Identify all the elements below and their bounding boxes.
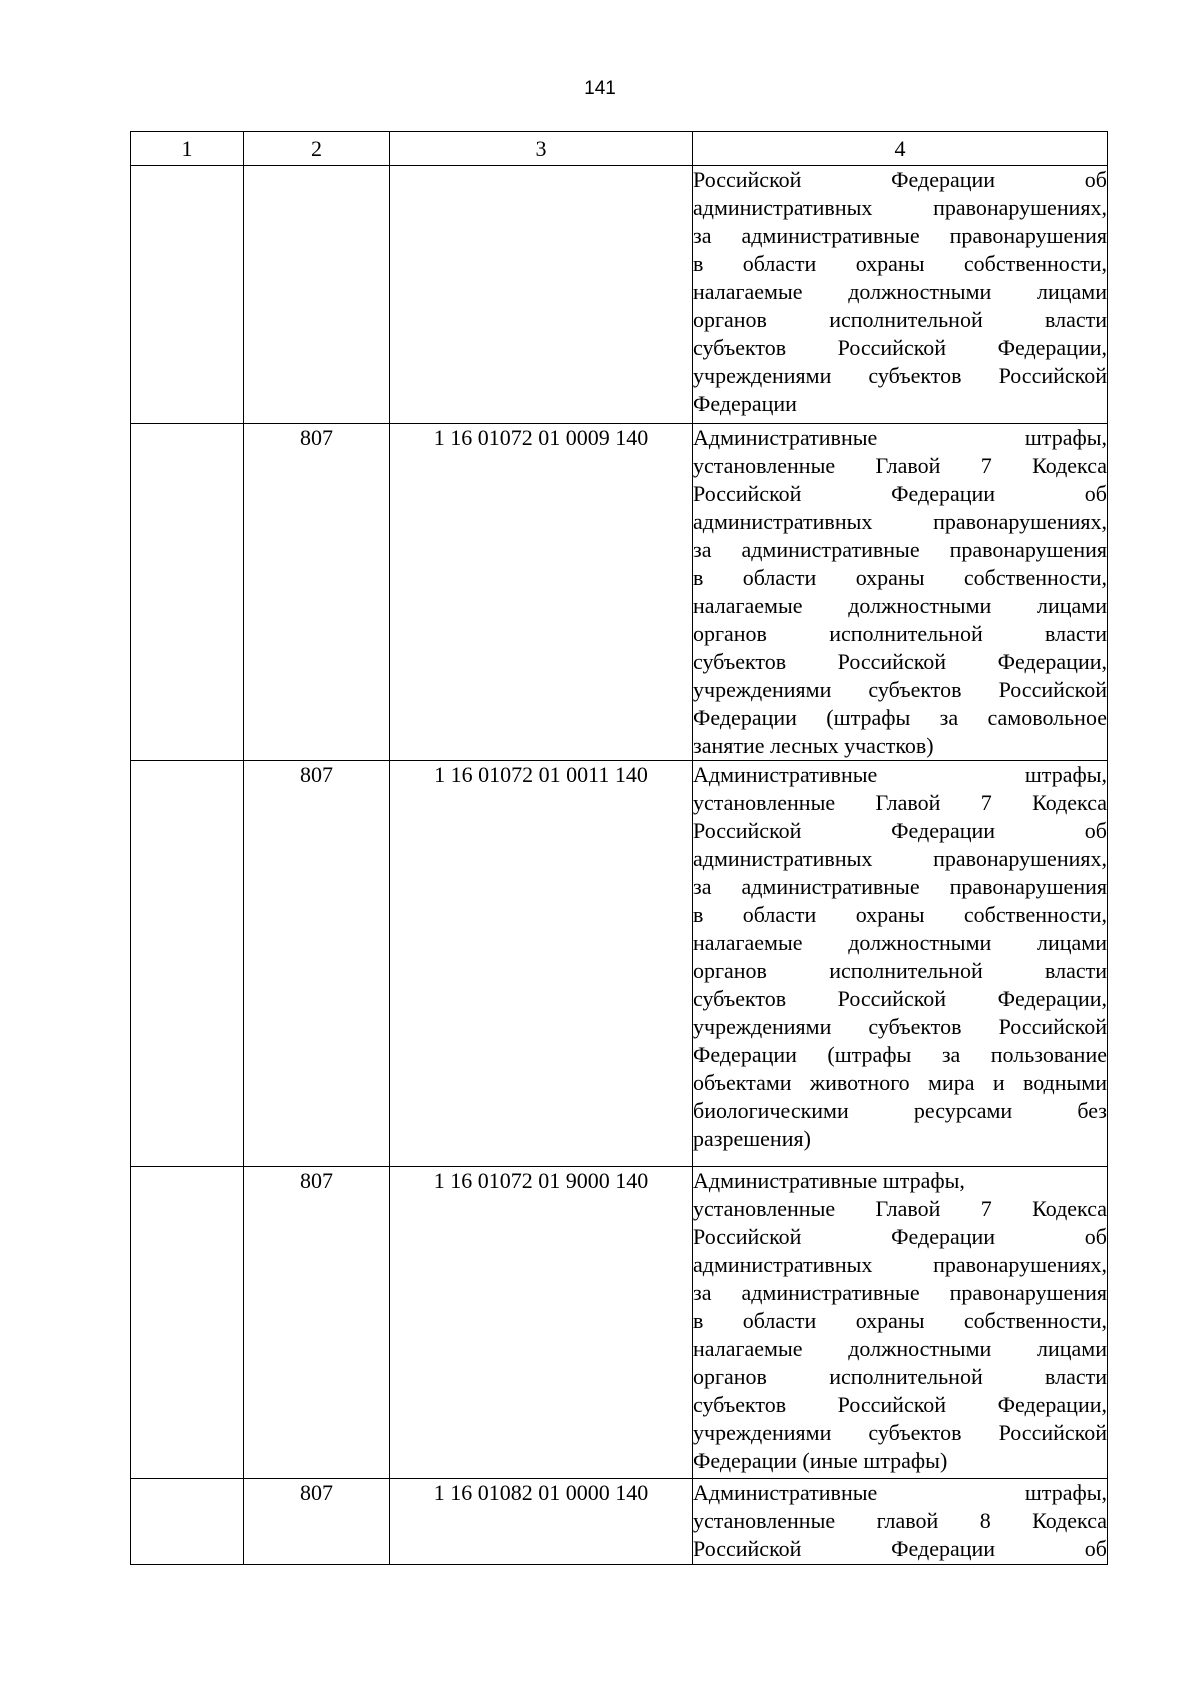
column-header-3: 3 bbox=[390, 132, 693, 166]
budget-code-table bbox=[130, 131, 1108, 1565]
description-line: органов исполнительной власти bbox=[693, 307, 1107, 332]
cell-col1 bbox=[131, 1479, 244, 1565]
column-header-4: 4 bbox=[693, 132, 1108, 166]
description-line: налагаемые должностными лицами bbox=[693, 593, 1107, 618]
cell-col1 bbox=[131, 424, 244, 761]
description-line: объектами животного мира и водными bbox=[693, 1070, 1107, 1095]
table-row bbox=[131, 761, 1108, 1167]
description-line: Административные штрафы, bbox=[693, 1168, 965, 1193]
column-header-2: 2 bbox=[244, 132, 390, 166]
description-line: административных правонарушениях, bbox=[693, 1252, 1107, 1277]
description-line: Федерации bbox=[693, 391, 797, 416]
description-line: за административные правонарушения bbox=[693, 1280, 1107, 1305]
cell-description bbox=[693, 761, 1108, 1167]
cell-budget-code: 1 16 01082 01 0000 140 bbox=[390, 1479, 693, 1565]
page-number: 141 bbox=[584, 78, 616, 99]
description-line: в области охраны собственности, bbox=[693, 902, 1107, 927]
description-line: учреждениями субъектов Российской bbox=[693, 363, 1107, 388]
description-line: установленные Главой 7 Кодекса bbox=[693, 790, 1107, 815]
description-line: в области охраны собственности, bbox=[693, 565, 1107, 590]
description-line: установленные Главой 7 Кодекса bbox=[693, 1196, 1107, 1221]
description-line: Российской Федерации об bbox=[693, 1536, 1107, 1561]
description-line: занятие лесных участков) bbox=[693, 733, 934, 758]
description-line: установленные Главой 7 Кодекса bbox=[693, 453, 1107, 478]
table-row bbox=[131, 166, 1108, 424]
cell-admin-code: 807 bbox=[244, 424, 390, 761]
description-line: за административные правонарушения bbox=[693, 874, 1107, 899]
description-line: Российской Федерации об bbox=[693, 818, 1107, 843]
cell-description bbox=[693, 1167, 1108, 1479]
description-line: разрешения) bbox=[693, 1126, 811, 1151]
description-line: субъектов Российской Федерации, bbox=[693, 335, 1107, 360]
description-line: Административные штрафы, bbox=[693, 1480, 1107, 1505]
description-line: установленные главой 8 Кодекса bbox=[693, 1508, 1107, 1533]
cell-budget-code: 1 16 01072 01 9000 140 bbox=[390, 1167, 693, 1479]
description-line: субъектов Российской Федерации, bbox=[693, 1392, 1107, 1417]
description-line: налагаемые должностными лицами bbox=[693, 1336, 1107, 1361]
description-line: органов исполнительной власти bbox=[693, 958, 1107, 983]
description-line: учреждениями субъектов Российской bbox=[693, 1014, 1107, 1039]
cell-description bbox=[693, 424, 1108, 761]
description-line: Российской Федерации об bbox=[693, 1224, 1107, 1249]
description-line: Федерации (иные штрафы) bbox=[693, 1448, 948, 1473]
cell-admin-code bbox=[244, 166, 390, 424]
description-line: субъектов Российской Федерации, bbox=[693, 986, 1107, 1011]
description-line: биологическими ресурсами без bbox=[693, 1098, 1107, 1123]
column-header-1: 1 bbox=[131, 132, 244, 166]
description-line: органов исполнительной власти bbox=[693, 1364, 1107, 1389]
description-line: учреждениями субъектов Российской bbox=[693, 677, 1107, 702]
description-line: административных правонарушениях, bbox=[693, 846, 1107, 871]
cell-admin-code: 807 bbox=[244, 1479, 390, 1565]
description-line: в области охраны собственности, bbox=[693, 251, 1107, 276]
table-row bbox=[131, 424, 1108, 761]
header-row bbox=[131, 132, 1108, 166]
description-line: субъектов Российской Федерации, bbox=[693, 649, 1107, 674]
cell-col1 bbox=[131, 166, 244, 424]
cell-col1 bbox=[131, 1167, 244, 1479]
cell-budget-code: 1 16 01072 01 0009 140 bbox=[390, 424, 693, 761]
description-line: налагаемые должностными лицами bbox=[693, 930, 1107, 955]
cell-admin-code: 807 bbox=[244, 761, 390, 1167]
description-line: налагаемые должностными лицами bbox=[693, 279, 1107, 304]
description-line: за административные правонарушения bbox=[693, 537, 1107, 562]
description-line: административных правонарушениях, bbox=[693, 195, 1107, 220]
description-line: Административные штрафы, bbox=[693, 425, 1107, 450]
description-line: Российской Федерации об bbox=[693, 481, 1107, 506]
description-line: органов исполнительной власти bbox=[693, 621, 1107, 646]
cell-admin-code: 807 bbox=[244, 1167, 390, 1479]
description-line: Российской Федерации об bbox=[693, 167, 1107, 192]
table-row bbox=[131, 1167, 1108, 1479]
description-line: в области охраны собственности, bbox=[693, 1308, 1107, 1333]
cell-description bbox=[693, 166, 1108, 424]
description-line: административных правонарушениях, bbox=[693, 509, 1107, 534]
description-line: Административные штрафы, bbox=[693, 762, 1107, 787]
cell-description bbox=[693, 1479, 1108, 1565]
table-row bbox=[131, 1479, 1108, 1565]
description-line: учреждениями субъектов Российской bbox=[693, 1420, 1107, 1445]
description-line: за административные правонарушения bbox=[693, 223, 1107, 248]
description-line: Федерации (штрафы за самовольное bbox=[693, 705, 1107, 730]
cell-budget-code: 1 16 01072 01 0011 140 bbox=[390, 761, 693, 1167]
cell-col1 bbox=[131, 761, 244, 1167]
table-header bbox=[131, 132, 1108, 166]
cell-budget-code bbox=[390, 166, 693, 424]
table-body bbox=[131, 166, 1108, 1565]
description-line: Федерации (штрафы за пользование bbox=[693, 1042, 1107, 1067]
